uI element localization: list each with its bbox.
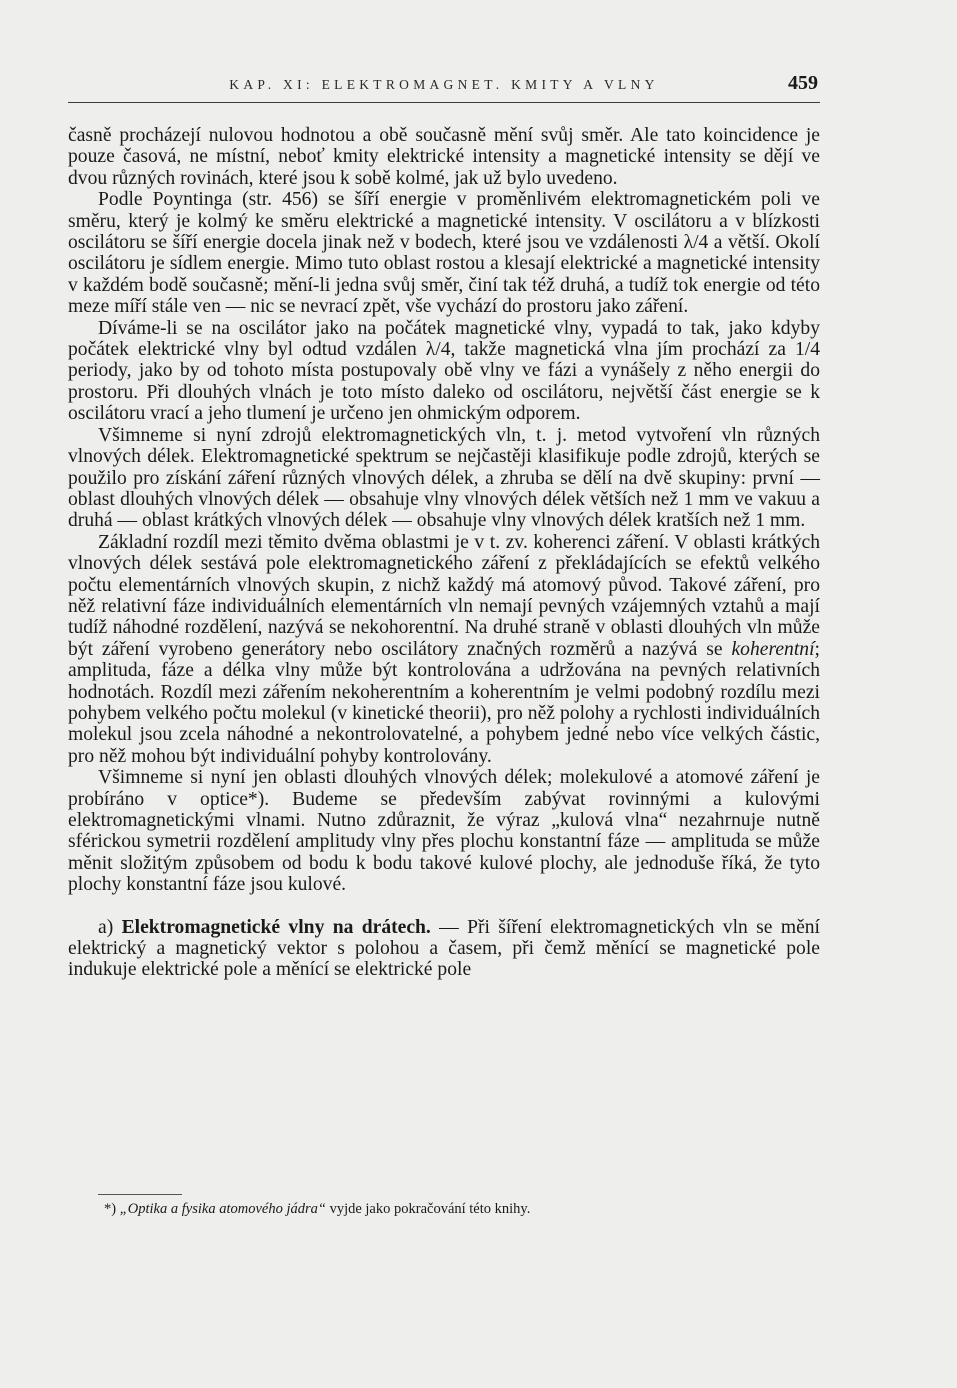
paragraph-6: Všimneme si nyní jen oblasti dlouhých vlnových délek; molekulové a atomové záření je probíráno v optice*). Budeme se především zabývat rovinnými a kulovými elektromagnetickými vlnami. Nutno zdůraznit, že výraz „kulová vlna“ nezahrnuje nutně sférickou symetrii rozdělení amplitudy vlny přes plochu konstantní fáze — amplituda se může měnit složitým způsobem od bodu k bodu takové kulové plochy, ale jednoduše říká, že tyto plochy konstantní fáze jsou kulové. [68, 767, 820, 896]
paragraph-5 [68, 532, 820, 767]
paragraph-4: Všimneme si nyní zdrojů elektromagnetických vln, t. j. metod vytvoření vln různých vlnových délek. Elektromagnetické spektrum se nejčastěji klasifikuje podle zdrojů, kterých se použilo pro získání záření různých vlnových délek, a zhruba se dělí na dvě skupiny: první — oblast dlouhých vlnových délek — obsahuje vlny vlnových délek větších než 1 mm ve vakuu a druhá — oblast krátkých vlnových délek — obsahuje vlny vlnových délek kratších než 1 mm. [68, 424, 820, 532]
running-head: KAP. XI: ELEKTROMAGNET. KMITY A VLNY [229, 77, 659, 92]
paragraph-2: Podle Poyntinga (str. 456) se šíří energie v proměnlivém elektromagnetickém poli ve směru, který je kolmý ke směru elektrické a magnetické intensity. V oscilátoru a v blízkosti oscilátoru se šíří energie docela jinak než v bodech, které jsou ve vzdálenosti λ/4 a větší. Okolí oscilátoru je sídlem energie. Mimo tuto oblast rostou a klesají elektrické a magnetické intensity v každém bodě současně; mění-li jedna svůj směr, činí tak též druhá, a tudíž tok energie od této meze míří stále ven — nic se nevrací zpět, vše vychází do prostoru jako záření. [68, 189, 820, 318]
section-paragraph [68, 917, 820, 981]
section-gap [68, 896, 820, 917]
paragraph-1: časně procházejí nulovou hodnotou a obě současně mění svůj směr. Ale tato koincidence je pouze časová, ne místní, neboť kmity elektrické intensity a magnetické intensity se dějí ve dvou různých rovinách, které jsou k sobě kolmé, jak už bylo uvedeno. [68, 125, 820, 189]
footnote-text: vyjde jako pokračování této knihy. [325, 1201, 531, 1217]
body-text [68, 125, 820, 981]
page-number: 459 [788, 72, 818, 94]
section-heading: Elektromagnetické vlny na drátech. [121, 916, 431, 938]
footnote-title: „Optika a fysika atomového jádra“ [119, 1201, 326, 1217]
paragraph-3: Díváme-li se na oscilátor jako na počátek magnetické vlny, vypadá to tak, jako kdyby počátek elektrické vlny byl odtud vzdálen λ/4, takže magnetická vlna jím prochází za 1/4 periody, jako by od tohoto místa postupovaly obě vlny ve fázi a vynášely z něho energii do prostoru. Při dlouhých vlnách je toto místo daleko od oscilátoru, největší část energie se k oscilátoru vrací a jeho tlumení je určeno jen ohmickým odporem. [68, 317, 820, 425]
footnote-rule [98, 1194, 182, 1195]
paragraph-5-text-a: Základní rozdíl mezi těmito dvěma oblastmi je v t. zv. koherenci záření. V oblasti krátkých vlnových délek sestává pole elektromagnetického záření z překládajících se efektů velkého počtu elementárních vlnových skupin, z nichž každý má atomový původ. Takové záření, pro něž relativní fáze individuálních elementárních vln nemají pevných vzájemných vztahů a mají tudíž náhodné rozdělení, nazývá se nekohorentní. Na druhé straně v oblasti dlouhých vln může být záření vyrobeno generátory nebo oscilátory značných rozměrů a nazývá se [68, 531, 820, 660]
page-header [68, 74, 820, 103]
footnote [104, 1200, 530, 1218]
section-label: a) [98, 916, 122, 938]
footnote-marker: *) [104, 1201, 120, 1217]
paragraph-5-text-b: ; amplituda, fáze a délka vlny může být kontrolována a udržována na pevných relativních hodnotách. Rozdíl mezi zářením nekoherentním a koherentním je velmi podobný rozdílu mezi pohybem velkého počtu molekul (v kinetické theorii), pro něž polohy a rychlosti individuálních molekul jsou zcela náhodné a nekontrolovatelné, a pohybem jedné nebo více velkých částic, pro něž mohou být individuální pohyby kontrolovány. [68, 638, 820, 767]
section-text: — Při šíření elektromagnetických vln se mění elektrický a magnetický vektor s polohou a časem, při čemž měnící se magnetické pole indukuje elektrické pole a měnící se elektrické pole [68, 916, 821, 981]
emphasis-koherentni: koherentní [731, 638, 815, 660]
